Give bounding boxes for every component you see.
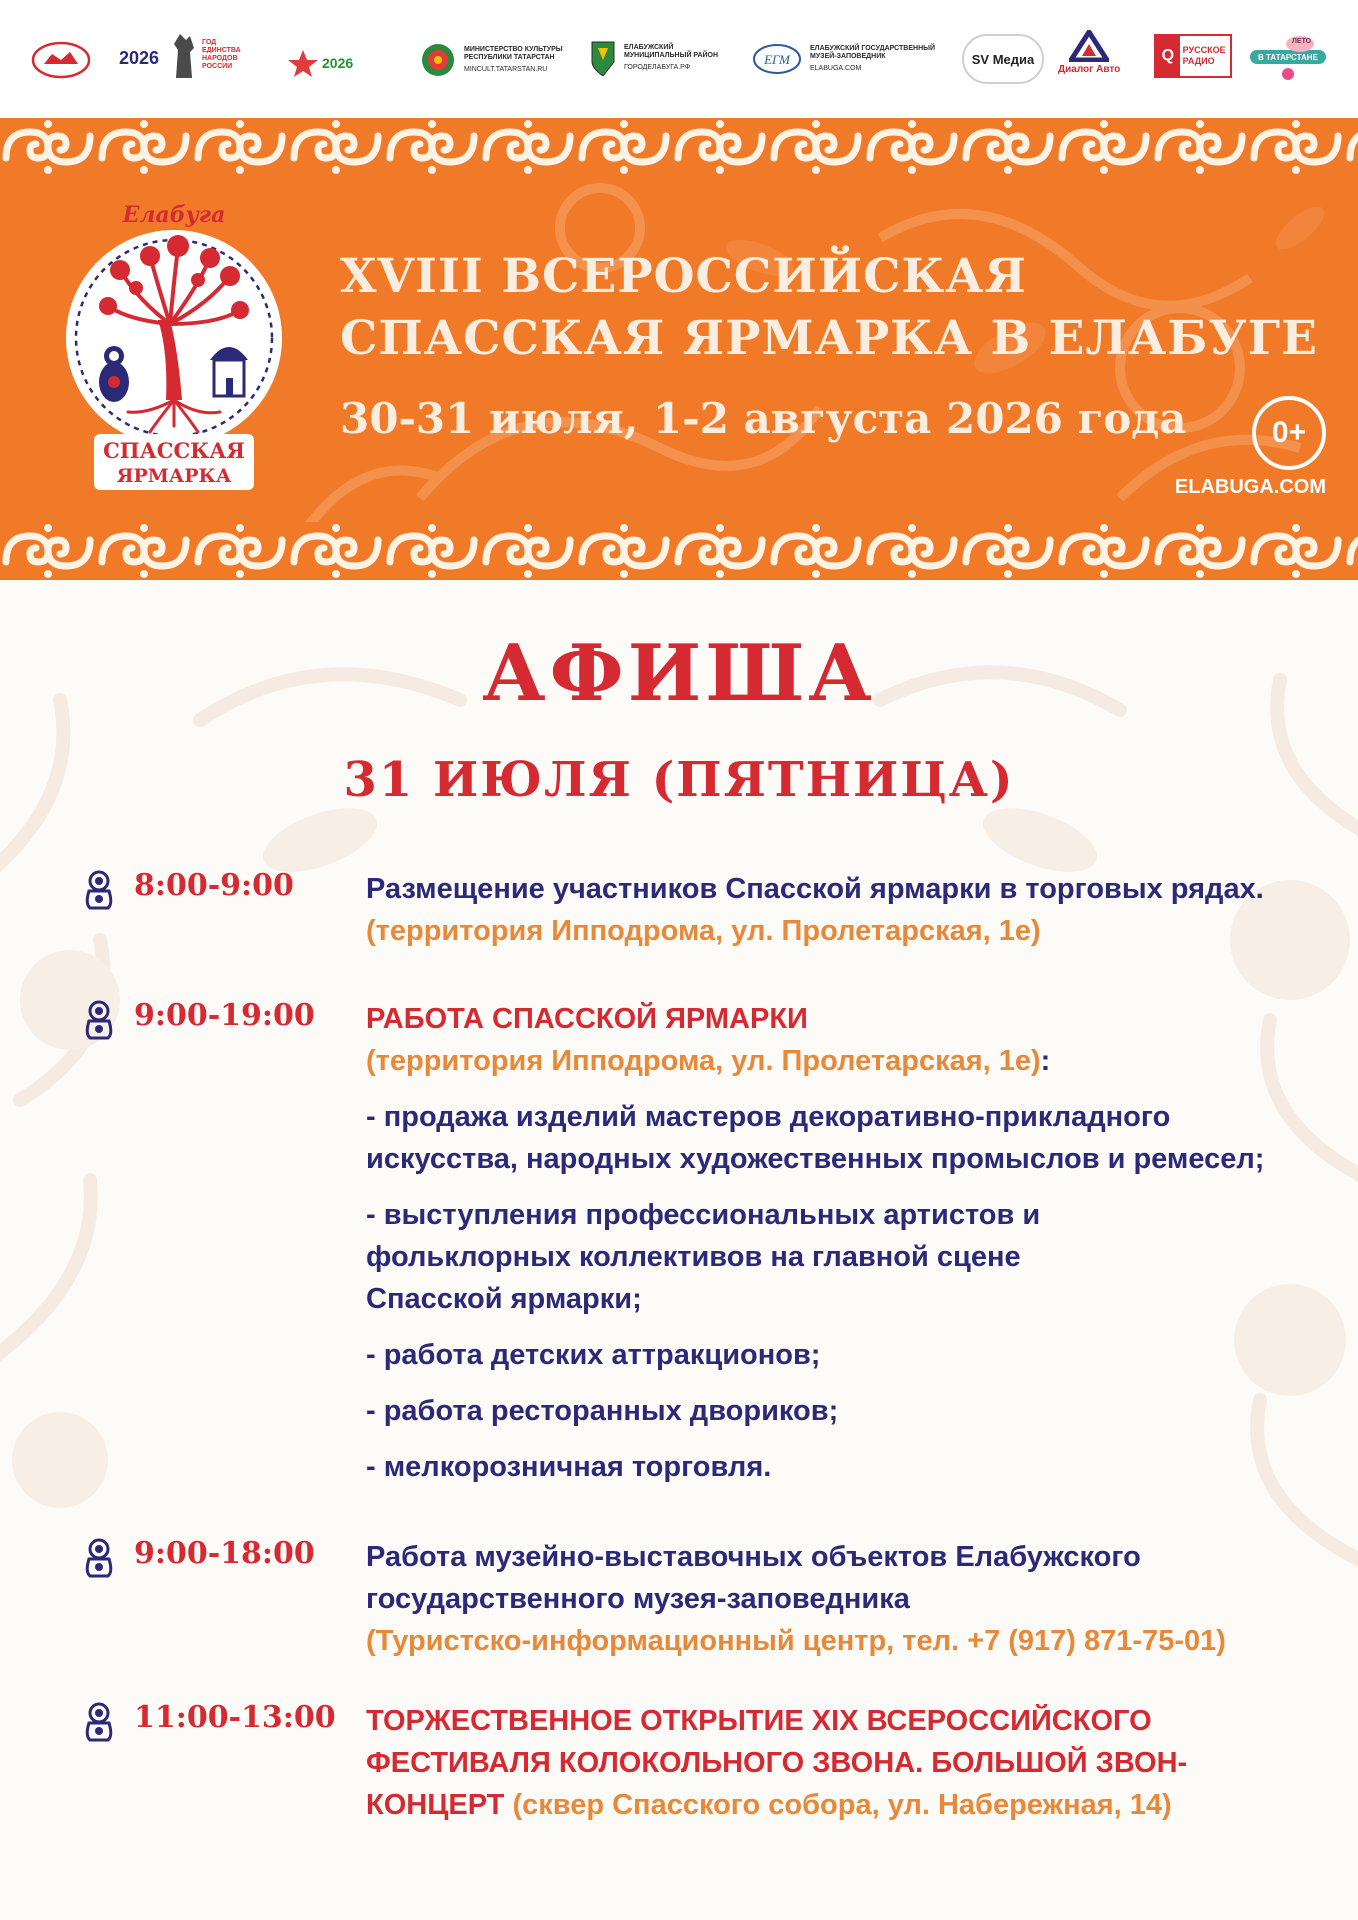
matryoshka-icon bbox=[84, 1702, 114, 1742]
sv-media-text: SV Медиа bbox=[971, 51, 1035, 67]
second-year-logo bbox=[286, 48, 353, 78]
year-logo-number: 2026 bbox=[118, 48, 160, 68]
tatarstan-text: В ТАТАРСТАНЕ bbox=[1258, 53, 1318, 62]
leto-tatarstan-logo bbox=[1248, 34, 1328, 82]
ornament-band-bottom bbox=[0, 522, 1358, 580]
star-icon bbox=[286, 48, 320, 78]
monument-icon bbox=[168, 30, 198, 80]
event-title: ТОРЖЕСТВЕННОЕ ОТКРЫТИЕ XIX ВСЕРОССИЙСКОГО ФЕСТИВАЛЯ КОЛОКОЛЬНОГО ЗВОНА. БОЛЬШОЙ ЗВОН-КОНЦЕРТ bbox=[366, 1705, 1188, 1821]
banner-title bbox=[340, 246, 1318, 370]
ministry-site: MINCULT.TATARSTAN.RU bbox=[464, 66, 548, 73]
event-location-suffix: : bbox=[1040, 1045, 1051, 1077]
district-logo bbox=[590, 40, 724, 76]
year-of-unity-logo bbox=[112, 30, 246, 80]
museum-name: ЕЛАБУЖСКИЙ ГОСУДАРСТВЕННЫЙ МУЗЕЙ-ЗАПОВЕДНИК bbox=[810, 45, 936, 60]
event-description bbox=[366, 998, 1296, 1488]
russkoe-radio-text: РУССКОЕ РАДИО bbox=[1182, 45, 1226, 66]
second-year-number: 2026 bbox=[322, 55, 354, 71]
age-rating-badge: 0+ bbox=[1252, 396, 1326, 470]
logo-bottom-line2: ЯРМАРКА bbox=[116, 465, 232, 487]
logo-bottom-line1: СПАССКАЯ bbox=[103, 438, 245, 463]
festival-banner bbox=[0, 118, 1358, 580]
event-location: (территория Ипподрома, ул. Пролетарская, 1е) bbox=[366, 1045, 1041, 1077]
event-text: Размещение участников Спасской ярмарки в торговых рядах. bbox=[366, 873, 1264, 905]
matryoshka-icon bbox=[84, 870, 114, 910]
event-time: 8:00-9:00 bbox=[134, 868, 294, 903]
event-description bbox=[366, 1536, 1296, 1662]
event-list-item: - работа ресторанных двориков; bbox=[366, 1395, 839, 1427]
banner-website: ELABUGA.COM bbox=[1174, 476, 1326, 498]
museum-logo bbox=[752, 42, 936, 76]
ministry-logo bbox=[420, 42, 580, 78]
sponsor-emblem-logo bbox=[30, 40, 92, 80]
event-location: (Туристско-информационный центр, тел. +7 (917) 871-75-01) bbox=[366, 1625, 1226, 1657]
tatarstan-emblem-icon bbox=[420, 42, 456, 78]
museum-emblem-icon bbox=[752, 42, 802, 76]
sv-media-logo bbox=[962, 34, 1044, 84]
event-description bbox=[366, 868, 1296, 952]
event-location: (территория Ипподрома, ул. Пролетарская, 1е) bbox=[366, 915, 1041, 947]
banner-dates: 30-31 июля, 1-2 августа 2026 года bbox=[340, 394, 1187, 443]
russkoe-radio-logo: Q РУССКОЕ РАДИО bbox=[1154, 34, 1232, 78]
event-list-item: - работа детских аттракционов; bbox=[366, 1339, 821, 1371]
date-heading: 31 ИЮЛЯ (ПЯТНИЦА) bbox=[343, 752, 1015, 808]
event-title: РАБОТА СПАССКОЙ ЯРМАРКИ bbox=[366, 1003, 808, 1035]
event-description bbox=[366, 1700, 1246, 1826]
dialog-auto-text: Диалог Авто bbox=[1058, 64, 1121, 75]
event-list-item: - мелкорозничная торговля. bbox=[366, 1451, 772, 1483]
museum-site: ELABUGA.COM bbox=[810, 65, 862, 72]
leto-text: ЛЕТО bbox=[1292, 38, 1312, 45]
banner-title-line1: XVIII ВСЕРОССИЙСКАЯ bbox=[340, 249, 1028, 304]
event-text: Работа музейно-выставочных объектов Елабужского государственного музея-заповедника bbox=[366, 1541, 1141, 1615]
district-site: ГОРОДЕЛАБУГА.РФ bbox=[624, 64, 691, 71]
dialog-auto-logo bbox=[1058, 30, 1120, 75]
event-list-item: - продажа изделий мастеров декоративно-прикладного искусства, народных художественных промыслов и ремесел; bbox=[366, 1101, 1265, 1175]
matryoshka-icon bbox=[84, 1538, 114, 1578]
event-time: 11:00-13:00 bbox=[134, 1700, 336, 1735]
logo-top-text: Елабуга bbox=[122, 202, 226, 228]
event-time: 9:00-18:00 bbox=[134, 1536, 315, 1571]
page-title: АФИША bbox=[482, 628, 876, 719]
svg-text:ЕГМ: ЕГМ bbox=[764, 52, 790, 67]
ornament-band-top bbox=[0, 118, 1358, 176]
district-name: ЕЛАБУЖСКИЙ МУНИЦИПАЛЬНЫЙ РАЙОН bbox=[624, 44, 719, 59]
banner-title-line2: СПАССКАЯ ЯРМАРКА В ЕЛАБУГЕ bbox=[340, 311, 1318, 366]
triangle-icon bbox=[1069, 30, 1109, 62]
event-list-item: - выступления профессиональных артистов и фольклорных коллективов на главной сцене Спасской ярмарки; bbox=[366, 1199, 1041, 1315]
matryoshka-icon bbox=[84, 1000, 114, 1040]
ministry-name: МИНИСТЕРСТВО КУЛЬТУРЫ РЕСПУБЛИКИ ТАТАРСТАН bbox=[464, 46, 563, 61]
sponsor-strip bbox=[0, 0, 1358, 118]
district-shield-icon bbox=[590, 40, 616, 76]
unity-year-text: ГОД ЕДИНСТВА НАРОДОВ РОССИИ bbox=[202, 39, 241, 70]
fair-logo bbox=[58, 200, 290, 490]
event-time: 9:00-19:00 bbox=[134, 998, 315, 1033]
event-location: (сквер Спасского собора, ул. Набережная, 14) bbox=[504, 1789, 1172, 1821]
